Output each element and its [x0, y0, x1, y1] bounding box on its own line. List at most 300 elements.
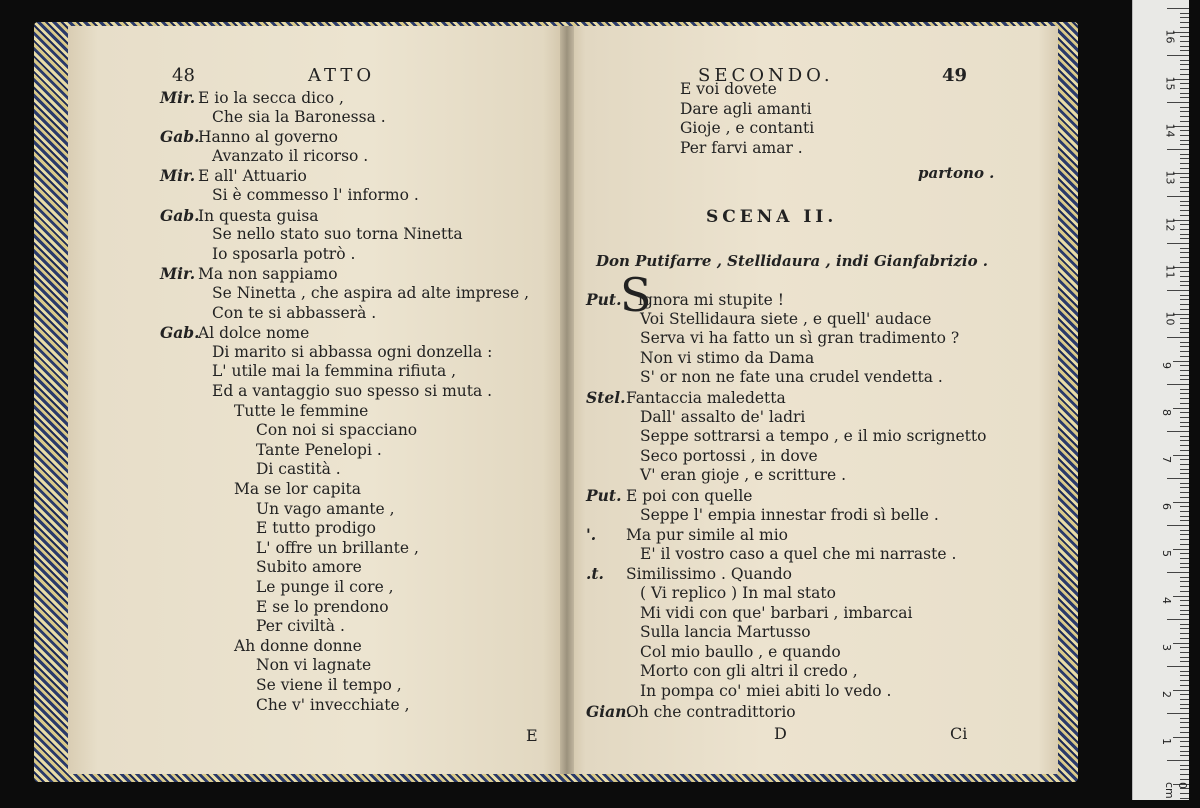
- line-text: ignora mi stupite !: [638, 291, 784, 309]
- ruler-tick: [1180, 445, 1189, 446]
- ruler-tick: [1167, 196, 1189, 197]
- ruler-tick: [1180, 41, 1189, 42]
- text-line: [586, 662, 858, 682]
- text-line: [160, 166, 307, 187]
- ruler-tick: [1180, 234, 1189, 235]
- ruler-tick: [1180, 774, 1189, 775]
- text-line: [666, 139, 803, 159]
- ruler-tick: [1173, 361, 1189, 362]
- ruler-tick: [1180, 351, 1189, 352]
- line-text: L' utile mai la femmina rifiuta ,: [212, 362, 457, 381]
- text-line: [586, 525, 788, 546]
- ruler-label: 1: [1160, 738, 1173, 745]
- ruler-tick: [1167, 572, 1189, 573]
- ruler-tick: [1180, 652, 1189, 653]
- ruler-tick: [1180, 755, 1189, 756]
- text-line: [586, 584, 836, 604]
- ruler-tick: [1180, 252, 1189, 253]
- ruler-tick: [1180, 74, 1189, 75]
- text-line: [160, 186, 419, 206]
- ruler-tick: [1173, 408, 1189, 409]
- ruler-tick: [1180, 64, 1189, 65]
- ruler-tick: [1180, 356, 1189, 357]
- ruler-tick: [1180, 699, 1189, 700]
- ruler-tick: [1180, 144, 1189, 145]
- ruler-tick: [1180, 544, 1189, 545]
- text-line: [160, 421, 417, 441]
- text-line: [160, 284, 529, 304]
- ruler-label: 3: [1160, 644, 1173, 651]
- text-line: [586, 427, 986, 447]
- text-line: [160, 637, 362, 657]
- ruler-tick: [1173, 737, 1189, 738]
- speaker-label: Gab.: [160, 127, 200, 147]
- ruler-tick: [1167, 149, 1189, 150]
- line-text: Di marito si abbassa ogni donzella :: [212, 342, 493, 361]
- left-running-head: ATTO: [308, 65, 376, 86]
- ruler-tick: [1180, 158, 1189, 159]
- ruler-tick: [1180, 191, 1189, 192]
- text-line: [586, 682, 891, 702]
- line-text: Subito amore: [256, 558, 362, 577]
- text-line: [586, 466, 846, 486]
- text-line: [586, 329, 959, 349]
- text-line: [160, 617, 345, 637]
- ruler-tick: [1180, 516, 1189, 517]
- line-text: Dare agli amanti: [680, 99, 812, 118]
- text-line: [666, 80, 777, 100]
- ruler-tick: [1180, 558, 1189, 559]
- measuring-ruler: [1132, 0, 1189, 800]
- line-text: V' eran gioje , e scritture .: [640, 466, 847, 485]
- text-line: [160, 676, 402, 696]
- ruler-tick: [1180, 97, 1189, 98]
- text-line: [160, 480, 361, 500]
- line-text: Tutte le femmine: [234, 401, 369, 420]
- ruler-tick: [1167, 102, 1189, 103]
- ruler-tick: [1180, 281, 1189, 282]
- ruler-tick: [1180, 187, 1189, 188]
- ruler-label: 6: [1160, 503, 1173, 510]
- speaker-label: Mir.: [160, 264, 196, 284]
- left-signature: E: [526, 726, 538, 745]
- ruler-tick: [1180, 506, 1189, 507]
- line-text: Che sia la Baronessa .: [212, 107, 386, 126]
- line-text: Se nello stato suo torna Ninetta: [212, 225, 463, 244]
- line-text: Fantaccia maledetta: [626, 389, 786, 407]
- line-text: E all' Attuario: [198, 167, 307, 186]
- line-text: Con te si abbasserà .: [212, 303, 377, 322]
- line-text: Si è commesso l' informo .: [212, 186, 419, 204]
- text-line: [160, 578, 394, 598]
- ruler-tick: [1180, 581, 1189, 582]
- text-line: [586, 564, 792, 585]
- text-line: [160, 108, 386, 128]
- text-line: [160, 206, 319, 227]
- ruler-tick: [1180, 17, 1189, 18]
- line-text: Avanzato il ricorso .: [212, 146, 369, 165]
- ruler-tick: [1180, 332, 1189, 333]
- ruler-label: 7: [1160, 456, 1173, 463]
- line-text: Se viene il tempo ,: [256, 676, 402, 694]
- ruler-tick: [1180, 295, 1189, 296]
- ruler-tick: [1180, 567, 1189, 568]
- ruler-tick: [1180, 163, 1189, 164]
- line-text: Ed a vantaggio suo spesso si muta .: [212, 382, 493, 400]
- text-line: [160, 147, 368, 167]
- text-line: [160, 656, 371, 676]
- ruler-tick: [1180, 563, 1189, 564]
- ruler-tick: [1167, 619, 1189, 620]
- ruler-label: 9: [1160, 362, 1173, 369]
- text-line: [586, 349, 814, 369]
- ruler-tick: [1180, 577, 1189, 578]
- ruler-tick: [1180, 459, 1189, 460]
- right-page: [566, 26, 1058, 774]
- speaker-label: Put.: [586, 486, 622, 505]
- ruler-tick: [1167, 55, 1189, 56]
- speaker-label: '.: [586, 525, 597, 545]
- ruler-label: 13: [1163, 170, 1177, 185]
- ruler-tick: [1180, 647, 1189, 648]
- ruler-tick: [1173, 690, 1189, 691]
- speaker-label: Gian.: [586, 701, 632, 721]
- ruler-tick: [1180, 215, 1189, 216]
- ruler-tick: [1180, 487, 1189, 488]
- ruler-tick: [1180, 600, 1189, 601]
- ruler-tick: [1167, 478, 1189, 479]
- right-page-number: 49: [942, 65, 968, 86]
- text-line: [160, 88, 344, 109]
- line-text: Similissimo . Quando: [626, 565, 792, 584]
- ruler-tick: [1180, 50, 1189, 51]
- ruler-tick: [1180, 393, 1189, 394]
- ruler-tick: [1180, 722, 1189, 723]
- speaker-label: Gab.: [160, 205, 200, 225]
- text-line: [160, 127, 338, 148]
- line-text: ( Vi replico ) In mal stato: [640, 584, 836, 602]
- ruler-tick: [1180, 412, 1189, 413]
- line-text: Che v' invecchiate ,: [256, 695, 410, 714]
- line-text: Ah donne donne: [234, 636, 362, 655]
- ruler-tick: [1180, 121, 1189, 122]
- ruler-tick: [1180, 727, 1189, 728]
- ruler-tick: [1180, 323, 1189, 324]
- left-page: [68, 26, 568, 774]
- ruler-tick: [1167, 525, 1189, 526]
- ruler-tick: [1180, 591, 1189, 592]
- drop-cap: S: [620, 268, 652, 322]
- speaker-label: Mir.: [160, 166, 196, 186]
- ruler-tick: [1180, 93, 1189, 94]
- ruler-tick: [1180, 520, 1189, 521]
- ruler-tick: [1180, 210, 1189, 211]
- ruler-tick: [1180, 492, 1189, 493]
- ruler-tick: [1180, 107, 1189, 108]
- text-line: [160, 304, 376, 324]
- ruler-tick: [1180, 638, 1189, 639]
- text-line: [160, 264, 338, 285]
- ruler-tick: [1180, 534, 1189, 535]
- ruler-tick: [1173, 596, 1189, 597]
- text-line: [160, 382, 492, 402]
- ruler-tick: [1180, 36, 1189, 37]
- ruler-tick: [1180, 224, 1189, 225]
- text-line: [160, 225, 463, 245]
- catchword: Ci: [950, 724, 968, 743]
- ruler-tick: [1180, 464, 1189, 465]
- ruler-tick: [1180, 436, 1189, 437]
- ruler-tick: [1180, 229, 1189, 230]
- right-running-head: SECONDO.: [698, 65, 834, 86]
- ruler-tick: [1180, 205, 1189, 206]
- ruler-tick: [1180, 69, 1189, 70]
- line-text: Ma pur simile al mio: [626, 526, 789, 545]
- ruler-tick: [1180, 628, 1189, 629]
- ruler-tick: [1167, 8, 1189, 9]
- ruler-tick: [1180, 271, 1189, 272]
- line-text: Per civiltà .: [256, 617, 345, 636]
- speaker-label: Stel.: [586, 388, 626, 407]
- ruler-tick: [1180, 614, 1189, 615]
- ruler-tick: [1180, 694, 1189, 695]
- ruler-tick: [1180, 718, 1189, 719]
- text-line: [160, 362, 456, 382]
- text-line: [586, 623, 811, 643]
- text-line: [160, 558, 362, 578]
- ruler-tick: [1180, 675, 1189, 676]
- speaker-label: Put.: [586, 290, 622, 309]
- ruler-label: 5: [1160, 550, 1173, 557]
- text-line: [586, 604, 912, 624]
- ruler-tick: [1180, 657, 1189, 658]
- line-text: Hanno al governo: [198, 128, 339, 147]
- ruler-tick: [1180, 154, 1189, 155]
- ruler-tick: [1173, 549, 1189, 550]
- ruler-tick: [1180, 685, 1189, 686]
- text-line: [586, 290, 784, 311]
- left-page-number: 48: [172, 65, 195, 86]
- scene-title: SCENA II.: [706, 207, 838, 227]
- ruler-tick: [1180, 389, 1189, 390]
- text-line: [586, 408, 805, 428]
- line-text: Di castità .: [256, 460, 341, 479]
- ruler-tick: [1180, 708, 1189, 709]
- text-line: [586, 486, 752, 507]
- ruler-tick: [1180, 769, 1189, 770]
- ruler-tick: [1180, 473, 1189, 474]
- ruler-tick: [1180, 403, 1189, 404]
- ruler-tick: [1180, 511, 1189, 512]
- text-line: [160, 441, 382, 461]
- ruler-tick: [1173, 455, 1189, 456]
- line-text: In pompa co' miei abiti lo vedo .: [640, 682, 892, 700]
- ruler-tick: [1180, 765, 1189, 766]
- ruler-tick: [1167, 713, 1189, 714]
- line-text: E io la secca dico ,: [198, 89, 344, 107]
- ruler-label: 10: [1163, 311, 1177, 326]
- ruler-tick: [1180, 450, 1189, 451]
- text-line: [586, 702, 796, 723]
- ruler-tick: [1180, 680, 1189, 681]
- ruler-tick: [1180, 135, 1189, 136]
- ruler-tick: [1180, 751, 1189, 752]
- ruler-tick: [1180, 60, 1189, 61]
- ruler-tick: [1180, 262, 1189, 263]
- line-text: Sulla lancia Martusso: [640, 623, 811, 642]
- line-text: Serva vi ha fatto un sì gran tradimento ?: [640, 329, 960, 348]
- ruler-tick: [1180, 168, 1189, 169]
- text-line: [586, 388, 786, 409]
- ruler-tick: [1180, 177, 1189, 178]
- ruler-tick: [1180, 299, 1189, 300]
- text-line: [160, 323, 309, 344]
- line-text: E se lo prendono: [256, 597, 389, 616]
- line-text: Oh che contradittorio: [626, 702, 796, 721]
- line-text: E tutto prodigo: [256, 519, 376, 538]
- ruler-tick: [1180, 88, 1189, 89]
- text-line: [160, 696, 410, 716]
- line-text: Mi vidi con que' barbari , imbarcai: [640, 603, 913, 622]
- text-line: [160, 245, 355, 265]
- ruler-tick: [1180, 13, 1189, 14]
- line-text: L' offre un brillante ,: [256, 538, 419, 557]
- ruler-tick: [1180, 779, 1189, 780]
- ruler-tick: [1180, 741, 1189, 742]
- text-line: [586, 506, 939, 526]
- line-text: Ma se lor capita: [234, 480, 361, 498]
- ruler-label: 16: [1163, 29, 1177, 44]
- line-text: Io sposarla potrò .: [212, 244, 356, 263]
- ruler-tick: [1180, 610, 1189, 611]
- ruler-tick: [1167, 290, 1189, 291]
- ruler-tick: [1180, 370, 1189, 371]
- ruler-label: 2: [1160, 691, 1173, 698]
- text-line: [160, 500, 395, 520]
- ruler-tick: [1180, 27, 1189, 28]
- line-text: Con noi si spacciano: [256, 421, 418, 440]
- ruler-tick: [1180, 704, 1189, 705]
- ruler-tick: [1167, 384, 1189, 385]
- speaker-label: Gab.: [160, 323, 200, 343]
- line-text: Morto con gli altri il credo ,: [640, 662, 858, 681]
- ruler-tick: [1180, 140, 1189, 141]
- ruler-tick: [1180, 22, 1189, 23]
- ruler-tick: [1180, 553, 1189, 554]
- ruler-tick: [1180, 238, 1189, 239]
- ruler-tick: [1180, 732, 1189, 733]
- ruler-tick: [1173, 643, 1189, 644]
- line-text: Ma non sappiamo: [198, 265, 338, 284]
- text-line: [586, 368, 943, 388]
- text-line: [666, 100, 812, 120]
- line-text: E voi dovete: [680, 80, 777, 98]
- line-text: In questa guisa: [198, 206, 319, 225]
- ruler-tick: [1180, 379, 1189, 380]
- ruler-tick: [1180, 257, 1189, 258]
- text-line: [160, 343, 492, 363]
- ruler-tick: [1180, 671, 1189, 672]
- exit-direction: partono .: [918, 164, 995, 182]
- text-line: [586, 643, 841, 663]
- ruler-tick: [1180, 398, 1189, 399]
- ruler-tick: [1180, 469, 1189, 470]
- ruler-tick: [1180, 417, 1189, 418]
- ruler-tick: [1167, 666, 1189, 667]
- ruler-tick: [1180, 746, 1189, 747]
- ruler-tick: [1180, 83, 1189, 84]
- ruler-tick: [1180, 375, 1189, 376]
- ruler-tick: [1180, 539, 1189, 540]
- line-text: Al dolce nome: [198, 324, 310, 343]
- text-line: [666, 119, 814, 139]
- ruler-label: 12: [1163, 217, 1177, 232]
- ruler-tick: [1180, 497, 1189, 498]
- line-text: Seppe l' empia innestar frodi sì belle .: [640, 505, 939, 524]
- ruler-tick: [1180, 46, 1189, 47]
- ruler-tick: [1180, 276, 1189, 277]
- ruler-tick: [1180, 111, 1189, 112]
- ruler-tick: [1180, 483, 1189, 484]
- line-text: Tante Penelopi .: [256, 440, 382, 459]
- line-text: Voi Stellidaura siete , e quell' audace: [640, 309, 932, 328]
- line-text: E poi con quelle: [626, 487, 753, 505]
- stage-direction: Don Putifarre , Stellidaura , indi Gianfabrizio .: [596, 252, 989, 270]
- ruler-tick: [1180, 328, 1189, 329]
- line-text: Per farvi amar .: [680, 138, 803, 157]
- text-line: [586, 310, 931, 330]
- text-line: [160, 460, 341, 480]
- speaker-label: .t.: [586, 564, 604, 584]
- text-line: [586, 545, 956, 565]
- ruler-tick: [1180, 624, 1189, 625]
- line-text: E' il vostro caso a quel che mi narraste .: [640, 544, 957, 563]
- line-text: S' or non ne fate una crudel vendetta .: [640, 368, 943, 387]
- text-line: [160, 402, 368, 422]
- line-text: Seco portossi , in dove: [640, 446, 818, 465]
- ruler-tick: [1180, 285, 1189, 286]
- ruler-label: 8: [1160, 409, 1173, 416]
- ruler-tick: [1167, 337, 1189, 338]
- ruler-tick: [1180, 530, 1189, 531]
- ruler-tick: [1180, 318, 1189, 319]
- ruler-tick: [1180, 116, 1189, 117]
- ruler-tick: [1180, 201, 1189, 202]
- ruler-tick: [1180, 422, 1189, 423]
- book-gutter: [560, 26, 574, 774]
- ruler-tick: [1180, 182, 1189, 183]
- ruler-tick: [1180, 440, 1189, 441]
- ruler-tick: [1180, 304, 1189, 305]
- ruler-tick: [1180, 248, 1189, 249]
- ruler-tick: [1180, 346, 1189, 347]
- line-text: Non vi stimo da Dama: [640, 348, 815, 367]
- right-signature: D: [774, 724, 787, 743]
- line-text: Non vi lagnate: [256, 656, 372, 675]
- line-text: Col mio baullo , e quando: [640, 642, 841, 661]
- ruler-tick: [1180, 130, 1189, 131]
- ruler-label: 15: [1163, 76, 1177, 91]
- ruler-tick: [1180, 426, 1189, 427]
- ruler-label: 11: [1163, 264, 1177, 279]
- ruler-tick: [1180, 633, 1189, 634]
- ruler-tick: [1167, 760, 1189, 761]
- text-line: [160, 598, 389, 618]
- line-text: Gioje , e contanti: [680, 119, 815, 138]
- speaker-label: Mir.: [160, 88, 196, 107]
- ruler-label: 14: [1163, 123, 1177, 138]
- ruler-tick: [1180, 365, 1189, 366]
